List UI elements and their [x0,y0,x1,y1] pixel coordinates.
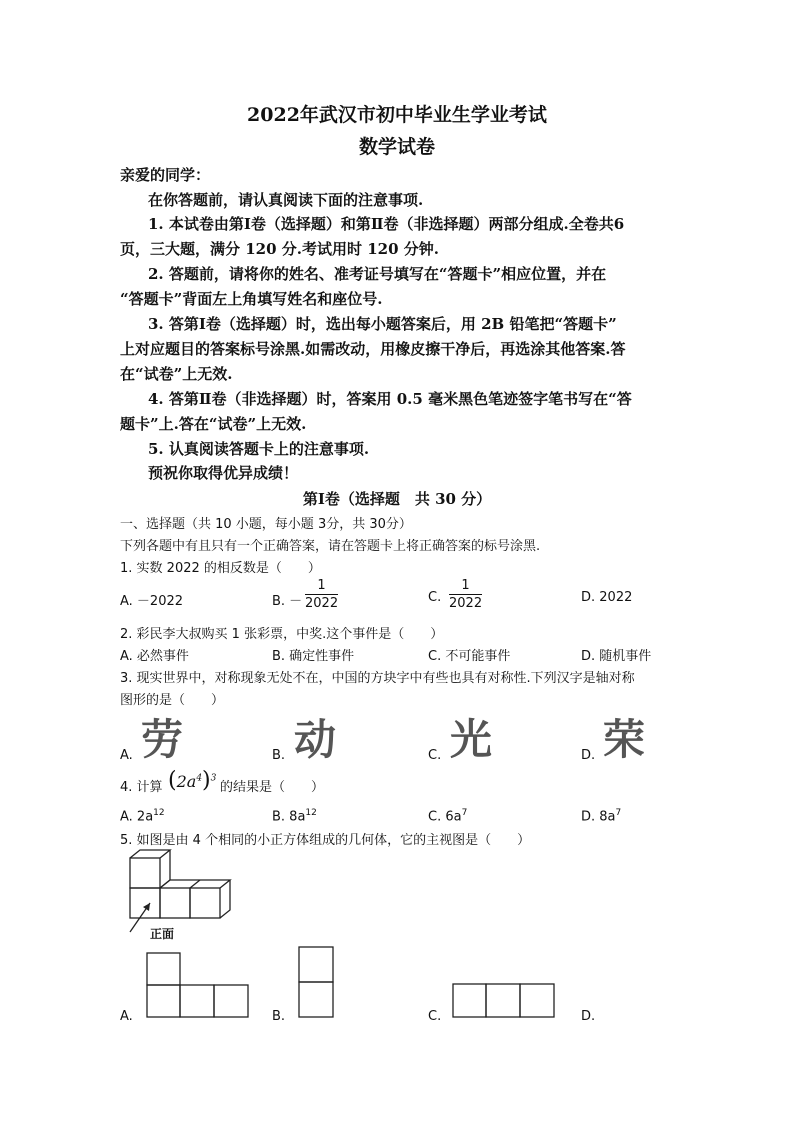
q4-option-c [428,808,467,824]
q5-front-label: 正面 [150,927,175,941]
q4-option-d [581,808,621,824]
intro-line-0: 在你答题前，请认真阅读下面的注意事项. [148,191,424,209]
q4-option-b [272,808,317,824]
q1-option-d: D. 2022 [581,590,633,605]
q4-stem-post: 的结果是（ ） [220,780,325,795]
q4-option-d-exp: 7 [615,808,622,818]
q1-option-c: C. [428,590,442,605]
q1-stem: 1. 实数 2022 的相反数是（ ） [120,561,321,576]
intro-line-1b: 页，三大题，满分 120 分.考试用时 120 分钟. [120,240,439,258]
intro-line-4b: 题卡”上.答在“试卷”上无效. [120,415,307,433]
q3-char-a: 劳 [141,715,184,764]
intro-line-2a: 2. 答题前，请将你的姓名、准考证号填写在“答题卡”相应位置，并在 [148,265,607,283]
q1-option-c-fraction [449,578,482,611]
q2-option-c: C. 不可能事件 [428,649,511,664]
exam-subtitle: 数学试卷 [358,136,435,158]
q5-cube-figure [120,850,240,945]
q4-stem-pre: 4. 计算 [120,780,163,795]
section1-note: 下列各题中有且只有一个正确答案，请在答题卡上将正确答案的标号涂黑. [120,539,541,554]
q1-option-a: A. －2022 [120,594,184,609]
intro-line-1a: 1. 本试卷由第Ⅰ卷（选择题）和第Ⅱ卷（非选择题）两部分组成.全卷共6 [148,215,625,233]
greeting: 亲爱的同学： [120,166,211,184]
section1-heading: 一、选择题（共 10 小题，每小题 3分，共 30分） [120,517,412,532]
intro-line-3b: 上对应题目的答案标号涂黑.如需改动，用橡皮擦干净后，再选涂其他答案.答 [120,340,626,358]
intro-line-2b: “答题卡”背面左上角填写姓名和座位号. [120,290,383,308]
q5-option-a: A. [120,1009,133,1024]
q4-option-a-base: A. 2a [120,809,154,825]
q4-expression: $(2a^4)^3$ [168,768,217,793]
q2-option-a: A. 必然事件 [120,649,189,664]
q4-option-c-base: C. 6a [428,809,462,825]
q3-stem-line2: 图形的是（ ） [120,693,225,708]
q5-stem: 5. 如图是由 4 个相同的小正方体组成的几何体，它的主视图是（ ） [120,833,531,848]
q4-option-a [120,808,165,824]
intro-line-4a: 4. 答第Ⅱ卷（非选择题）时，答案用 0.5 毫米黑色笔迹签字笔书写在“答 [148,390,632,408]
q4-option-d-base: D. 8a [581,809,616,825]
q3-char-d: 荣 [603,715,646,764]
q5-option-a-figure [146,952,250,1018]
q4-expression-close-paren: ) [202,768,211,793]
q3-option-a: A. [120,748,133,763]
q1-b-denominator: 2022 [305,596,339,611]
intro-line-6: 预祝你取得优异成绩！ [148,464,299,482]
q1-option-b-fraction [305,578,338,611]
q5-option-b-figure [298,946,336,1018]
intro-line-3a: 3. 答第Ⅰ卷（选择题）时，选出每小题答案后，用 2B 铅笔把“答题卡” [148,315,617,333]
q4-expression-open-paren: ( [168,768,177,793]
part1-title: 第Ⅰ卷（选择题 共 30 分） [302,490,492,508]
q5-option-c-figure [452,983,556,1018]
q2-stem: 2. 彩民李大叔购买 1 张彩票，中奖.这个事件是（ ） [120,627,444,642]
q1-c-numerator: 1 [449,578,482,595]
intro-line-5: 5. 认真阅读答题卡上的注意事项. [148,440,370,458]
q3-char-b: 动 [294,715,337,764]
q2-option-d: D. 随机事件 [581,649,652,664]
q3-char-c: 光 [450,715,493,764]
q1-c-denominator: 2022 [449,596,483,611]
q3-stem-line1: 3. 现实世界中，对称现象无处不在，中国的方块字中有些也具有对称性.下列汉字是轴对称 [120,671,635,686]
q3-option-c: C. [428,748,442,763]
q3-option-d: D. [581,748,596,763]
q1-option-b: B. － [272,594,303,609]
q4-option-b-base: B. 8a [272,809,306,825]
q3-option-b: B. [272,748,286,763]
q2-option-b: B. 确定性事件 [272,649,355,664]
q1-b-numerator: 1 [305,578,338,595]
q5-option-b: B. [272,1009,286,1024]
q5-option-d: D. [581,1009,596,1024]
q4-option-b-exp: 12 [305,808,317,818]
intro-line-3c: 在“试卷”上无效. [120,365,233,383]
exam-title: 2022年武汉市初中毕业生学业考试 [247,104,547,126]
q5-option-c: C. [428,1009,442,1024]
q4-option-c-exp: 7 [461,808,468,818]
q4-option-a-exp: 12 [153,808,165,818]
